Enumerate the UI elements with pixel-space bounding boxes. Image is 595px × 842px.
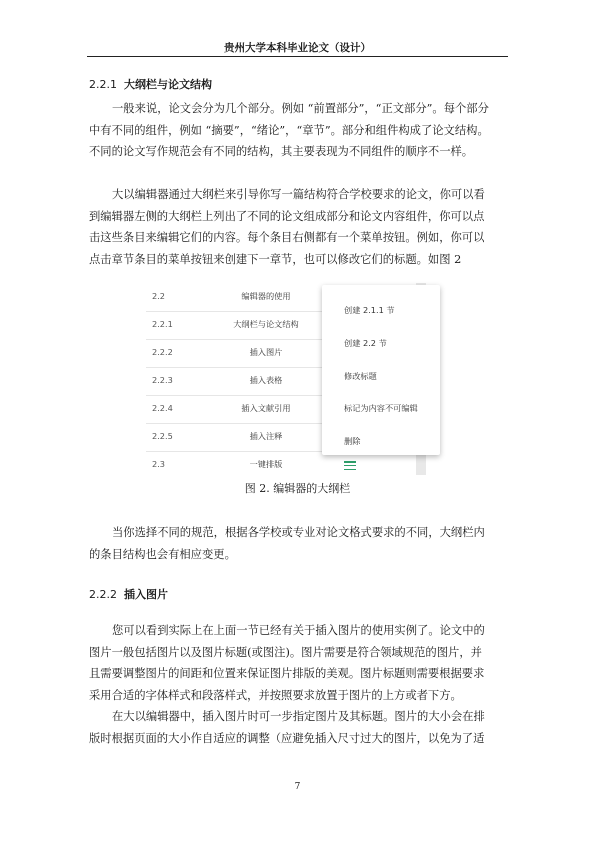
text-line: 中有不同的组件，例如 “摘要”，“绪论”，“章节”。部分和组件构成了论文结构。 (89, 123, 489, 137)
text-line: 且需要调整图片的间距和位置来保证图片排版的美观。图片标题则需要根据要求 (89, 667, 485, 680)
outline-item-title: 大纲栏与论文结构 (233, 319, 299, 329)
section-number: 2.2.2 (89, 588, 117, 601)
outline-item-title: 插入表格 (249, 375, 283, 385)
outline-item-number: 2.2 (152, 291, 166, 301)
outline-item-number: 2.2.5 (152, 431, 173, 441)
text-line: 您可以看到实际上在上面一节已经有关于插入图片的使用实例了。论文中的 (112, 624, 485, 637)
outline-item[interactable] (146, 367, 331, 396)
menu-item-mark-readonly[interactable]: 标记为内容不可编辑 (344, 403, 418, 413)
outline-item[interactable] (146, 451, 331, 479)
section-title: 插入图片 (124, 588, 168, 601)
outline-item-title: 一键排版 (249, 459, 283, 469)
section-number: 2.2.1 (89, 78, 117, 91)
outline-item[interactable] (146, 423, 331, 452)
outline-item-number: 2.2.3 (152, 375, 173, 385)
context-menu (322, 285, 440, 455)
text-line: 的条目结构也会有相应变更。 (89, 547, 236, 561)
section-title: 大纲栏与论文结构 (124, 78, 212, 91)
list-menu-icon[interactable] (344, 461, 356, 471)
header-rule (87, 56, 508, 57)
text-line: 当你选择不同的规范，根据各学校或专业对论文格式要求的不同，大纲栏内 (112, 526, 485, 539)
paragraph-1 (89, 98, 509, 163)
text-line: 图片一般包括图片以及图片标题(或图注)。图片需要是符合领域规范的图片，并 (89, 645, 482, 659)
section-heading-2-2-1 (89, 76, 212, 92)
outline-item-title: 插入注释 (249, 431, 283, 441)
text-line: 采用合适的字体样式和段落样式，并按照要求放置于图片的上方或者下方。 (89, 688, 462, 702)
outline-item-number: 2.2.1 (152, 319, 173, 329)
outline-item-title: 编辑器的使用 (241, 291, 291, 301)
text-line: 到编辑器左侧的大纲栏上列出了不同的论文组成部分和论文内容组件，你可以点 (89, 209, 485, 223)
outline-item-number: 2.2.2 (152, 347, 173, 357)
paragraph-5 (89, 706, 509, 749)
page-number: 7 (294, 782, 301, 792)
page-header-title: 贵州大学本科毕业论文（设计） (224, 42, 371, 54)
menu-item-create-section[interactable]: 创建 2.2 节 (344, 338, 387, 348)
outline-item-number: 2.3 (152, 459, 166, 469)
menu-item-edit-title[interactable]: 修改标题 (344, 371, 377, 381)
menu-item-create-subsection[interactable]: 创建 2.1.1 节 (344, 305, 395, 315)
text-line: 大以编辑器通过大纲栏来引导你写一篇结构符合学校要求的论文，你可以看 (112, 188, 485, 201)
paragraph-4 (89, 620, 509, 706)
paragraph-3 (89, 522, 509, 565)
menu-item-delete[interactable]: 删除 (344, 436, 361, 446)
outline-item[interactable] (146, 395, 331, 424)
paragraph-2 (89, 184, 509, 270)
outline-item-title: 插入图片 (249, 347, 283, 357)
text-line: 击这些条目来编辑它们的内容。每个条目右侧都有一个菜单按钮。例如，你可以 (89, 231, 485, 244)
text-line: 在大以编辑器中，插入图片时可一步指定图片及其标题。图片的大小会在排 (112, 710, 485, 723)
figure-outline-screenshot (146, 283, 426, 475)
outline-item-number: 2.2.4 (152, 403, 173, 413)
outline-item-title: 插入文献引用 (241, 403, 291, 413)
figure-caption: 图 2. 编辑器的大纲栏 (244, 482, 351, 495)
outline-item[interactable] (146, 339, 331, 368)
outline-item[interactable] (146, 283, 331, 312)
text-line: 不同的论文写作规范会有不同的结构，其主要表现为不同组件的顺序不一样。 (89, 145, 474, 158)
outline-panel (146, 283, 336, 475)
text-line: 一般来说，论文会分为几个部分。例如 “前置部分”，“正文部分”。每个部分 (112, 102, 489, 115)
outline-item[interactable] (146, 311, 331, 340)
text-line: 点击章节条目的菜单按钮来创建下一章节，也可以修改它们的标题。如图 2 (89, 252, 462, 266)
section-heading-2-2-2 (89, 586, 168, 602)
text-line: 版时根据页面的大小作自适应的调整（应避免插入尺寸过大的图片，以免为了适 (89, 731, 485, 745)
